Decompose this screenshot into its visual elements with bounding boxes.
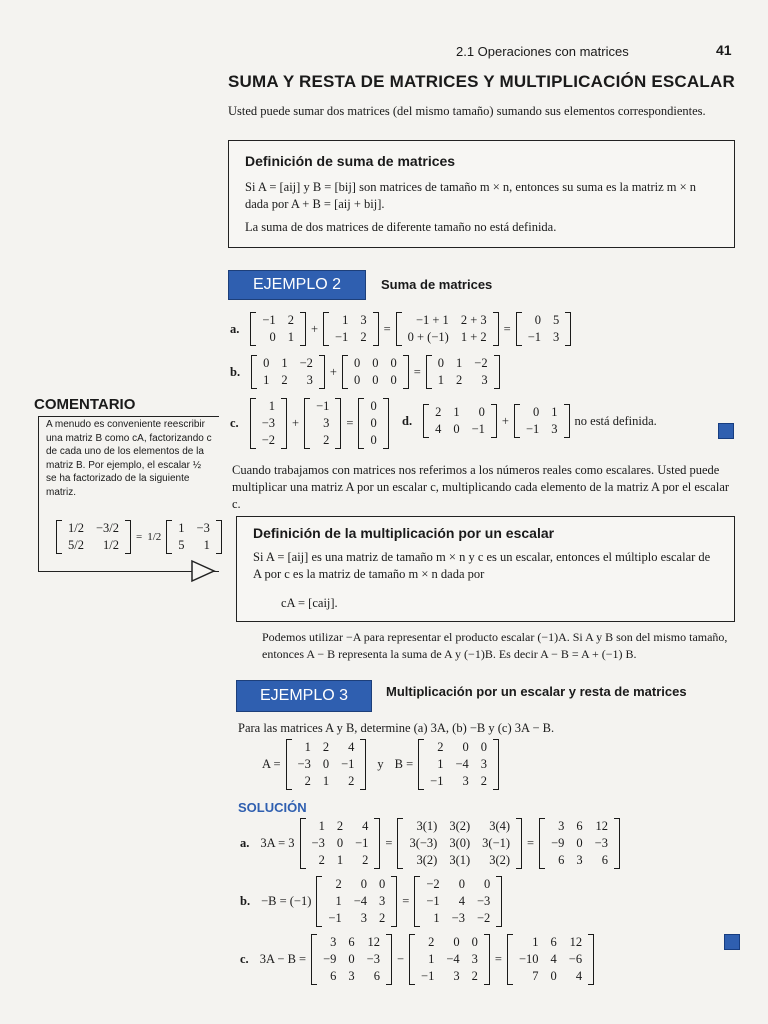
matrix-cell: −1 xyxy=(525,422,540,436)
matrix-cell: 0 xyxy=(348,952,355,966)
example3-prompt: Para las matrices A y B, determine (a) 3A, (b) −B y (c) 3A − B. xyxy=(238,721,555,735)
matrix-cell: 0 xyxy=(360,877,368,891)
matrix-cell: 5 xyxy=(553,313,560,327)
bracket-right xyxy=(383,398,389,449)
matrix-cell: −4 xyxy=(446,952,460,966)
matrix-cell: 0 xyxy=(550,969,557,983)
matrix-cell: −3 xyxy=(311,836,325,850)
matrix-cell: 0 xyxy=(458,877,465,891)
matrix-cell: −1 xyxy=(527,330,541,344)
definition-scalar-box xyxy=(236,516,735,622)
bracket-right xyxy=(403,355,409,389)
matrix-cell: 3 xyxy=(360,911,368,925)
matrix-cell: 0 xyxy=(533,405,540,419)
matrix-cell: 1 xyxy=(453,405,460,419)
matrix-cell: 4 xyxy=(362,819,369,833)
matrix-cell: −1 xyxy=(316,399,330,413)
matrix-cell: 0 xyxy=(471,935,478,949)
equals-sign: = xyxy=(494,952,502,966)
matrix-cell: 1 xyxy=(433,911,440,925)
bracket-right xyxy=(386,934,392,985)
bracket-right xyxy=(300,312,306,346)
matrix-cell: 0 xyxy=(370,433,377,447)
matrix-cell: 3 xyxy=(323,416,330,430)
matrix-cell: −2 xyxy=(261,433,275,447)
matrix-cell: −2 xyxy=(476,911,491,925)
bracket-right xyxy=(564,404,570,438)
matrix xyxy=(414,876,502,927)
matrix-cell: −3 xyxy=(366,952,380,966)
matrix xyxy=(409,934,490,985)
minus-sign: − xyxy=(396,952,405,966)
matrix-cell: 3(4) xyxy=(489,819,511,833)
matrix-cell: 0 xyxy=(370,399,377,413)
running-header: 2.1 Operaciones con matrices xyxy=(456,44,629,59)
matrix-cell: 1 xyxy=(287,330,294,344)
matrix xyxy=(358,398,388,449)
matrix-cell: 0 xyxy=(336,836,344,850)
part-d-label: d. xyxy=(402,413,413,428)
matrix-cell: 2 xyxy=(437,740,444,754)
example3-part-b xyxy=(240,876,502,927)
matrix-cell: 3(−3) xyxy=(409,836,438,850)
matrix-cell: −3 xyxy=(476,894,491,908)
part-a-label: a. xyxy=(230,321,240,336)
matrix-cell: 3 xyxy=(551,422,558,436)
example3-banner: EJEMPLO 3 xyxy=(236,680,372,712)
matrix-cell: 4 xyxy=(575,969,583,983)
matrix-cell: 3(2) xyxy=(416,853,438,867)
matrix-cell: 6 xyxy=(373,969,380,983)
matrix-cell: 1 xyxy=(532,935,539,949)
matrix-cell: 3 xyxy=(553,330,560,344)
equals-sign: = xyxy=(346,416,354,430)
matrix-cell: −3/2 xyxy=(95,521,120,535)
matrix-cell: 2 xyxy=(379,911,386,925)
matrix-cell: −3 xyxy=(297,757,311,771)
matrix-cell: 1 xyxy=(342,313,349,327)
matrix-cell: 5 xyxy=(178,538,185,552)
matrix-cell: 0 xyxy=(484,877,491,891)
matrix-cell: 0 xyxy=(534,313,541,327)
example2-part-d xyxy=(402,404,657,438)
equals-sign: = xyxy=(413,364,421,379)
matrix-cell: −1 xyxy=(328,911,342,925)
matrix-cell: 1/2 xyxy=(103,538,120,552)
bracket-right xyxy=(493,312,499,346)
matrix-cell: −3 xyxy=(196,521,210,535)
matrix-cell: 0 xyxy=(269,330,276,344)
equals-sign: = xyxy=(527,836,535,850)
not-defined-note: no está definida. xyxy=(574,413,657,428)
matrix-cell: 3 xyxy=(360,313,367,327)
matrix-cell: 3 xyxy=(330,935,337,949)
example2-part-a xyxy=(230,312,571,346)
matrix-cell: −10 xyxy=(518,952,539,966)
matrix-cell: 1 xyxy=(322,774,330,788)
matrix-cell: 3 xyxy=(480,757,488,771)
matrix-cell: −1 xyxy=(421,969,435,983)
factor: 1/2 xyxy=(147,531,162,543)
matrix-cell: 1 xyxy=(437,757,444,771)
matrix-cell: 1 xyxy=(263,373,270,387)
matrix-cell: 2 xyxy=(287,313,294,327)
bracket-right xyxy=(516,818,522,869)
matrix-cell: −9 xyxy=(551,836,565,850)
matrix-cell: 2 xyxy=(323,433,330,447)
matrix-cell: 2 xyxy=(456,373,463,387)
matrix-cell: 12 xyxy=(367,935,380,949)
matrix-cell: 12 xyxy=(595,819,608,833)
example3-part-c xyxy=(240,934,594,985)
section-title: SUMA Y RESTA DE MATRICES Y MULTIPLICACIÓN ESCALAR xyxy=(228,72,735,91)
sidebar-example xyxy=(56,520,222,554)
bracket-right xyxy=(496,876,502,927)
matrix-cell: 7 xyxy=(532,969,539,983)
matrix-cell: 2 xyxy=(281,373,288,387)
matrix xyxy=(311,934,392,985)
matrix-cell: 0 xyxy=(353,373,361,387)
matrix-cell: 4 xyxy=(435,422,442,436)
matrix-cell: 6 xyxy=(601,853,608,867)
bracket-right xyxy=(614,818,620,869)
definition-scalar-title: Definición de la multiplicación por un escalar xyxy=(253,525,555,541)
sidebar-title: COMENTARIO xyxy=(34,396,136,413)
matrix-cell: −2 xyxy=(474,356,488,370)
bracket-right xyxy=(493,739,499,790)
plus-sign: + xyxy=(501,413,509,428)
equals-sign: = xyxy=(385,836,393,850)
matrix-cell: 1 xyxy=(456,356,463,370)
matrix-cell: 3 xyxy=(379,894,386,908)
matrix-cell: 0 xyxy=(379,877,386,891)
matrix xyxy=(426,355,500,389)
matrix-cell: 3 xyxy=(306,373,313,387)
matrix-cell: 6 xyxy=(348,935,355,949)
matrix xyxy=(342,355,409,389)
lhs: 3A − B = xyxy=(259,952,307,966)
matrix-cell: 3 xyxy=(471,952,478,966)
matrix xyxy=(166,520,222,554)
matrix-cell: 12 xyxy=(569,935,583,949)
matrix xyxy=(539,818,620,869)
matrix-cell: 1 xyxy=(281,356,288,370)
plus-sign: + xyxy=(310,321,318,336)
matrix-cell: 2 xyxy=(322,740,330,754)
matrix-a-label: A = xyxy=(262,757,281,771)
matrix-cell: 2 xyxy=(348,774,355,788)
example2-subtitle: Suma de matrices xyxy=(381,277,493,292)
matrix-cell: 1 xyxy=(336,853,344,867)
matrix xyxy=(316,876,397,927)
matrix xyxy=(507,934,594,985)
matrix-cell: −6 xyxy=(568,952,583,966)
matrix-cell: 0 xyxy=(453,935,460,949)
matrix-cell: −3 xyxy=(594,836,608,850)
matrix-cell: 3(1) xyxy=(416,819,438,833)
matrix xyxy=(250,398,287,449)
matrix-cell: 3(2) xyxy=(449,819,471,833)
matrix-cell: 6 xyxy=(550,935,557,949)
part-c-label: c. xyxy=(230,416,239,430)
bracket-right xyxy=(588,934,594,985)
matrix xyxy=(304,398,341,449)
plus-sign: + xyxy=(329,364,337,379)
matrix-a xyxy=(286,739,367,790)
matrix-cell: 3 xyxy=(453,969,460,983)
matrix-cell: 0 xyxy=(390,356,397,370)
example3-subtitle: Multiplicación por un escalar y resta de matrices xyxy=(386,684,687,699)
end-of-example-marker xyxy=(718,423,734,439)
sidebar-arrow-icon xyxy=(190,558,220,586)
matrix-cell: 0 xyxy=(322,757,330,771)
matrix-cell: −1 xyxy=(262,313,276,327)
bracket-right xyxy=(491,404,497,438)
equals-sign: = xyxy=(383,321,391,336)
matrix-cell: 0 xyxy=(353,356,361,370)
matrix-cell: 3(2) xyxy=(489,853,511,867)
matrix-cell: 3 xyxy=(576,853,583,867)
matrix-cell: 0 xyxy=(462,740,469,754)
matrix-cell: 2 xyxy=(336,819,344,833)
matrix-cell: 2 + 3 xyxy=(460,313,487,327)
matrix-cell: −1 xyxy=(355,836,369,850)
matrix-cell: 1 xyxy=(304,740,311,754)
part-c-label: c. xyxy=(240,952,249,966)
matrix-cell: −9 xyxy=(323,952,337,966)
matrix-cell: −1 + 1 xyxy=(415,313,449,327)
scalar-intro-paragraph: Cuando trabajamos con matrices nos referimos a los números reales como escalares. Usted puede multiplicar una matriz A por un escalar c, multiplicando cada elemento de la matriz A por el escalar c. xyxy=(232,463,730,511)
matrix-cell: 2 xyxy=(428,935,435,949)
lhs: 3A = 3 xyxy=(260,836,295,850)
definition-sum-note: La suma de dos matrices de diferente tamaño no está definida. xyxy=(245,220,557,234)
part-b-label: b. xyxy=(230,364,241,379)
matrix xyxy=(514,404,570,438)
lhs: −B = (−1) xyxy=(261,894,312,908)
bracket-right xyxy=(125,520,131,554)
matrix-cell: −1 xyxy=(335,330,349,344)
matrix-cell: 1 + 2 xyxy=(460,330,487,344)
matrix-cell: 6 xyxy=(558,853,565,867)
matrix-cell: 2 xyxy=(335,877,342,891)
matrix xyxy=(396,312,499,346)
matrix-cell: 2 xyxy=(362,853,369,867)
plus-sign: + xyxy=(292,416,300,430)
matrix-cell: 1 xyxy=(178,521,185,535)
matrix-cell: 0 xyxy=(437,356,445,370)
matrix-cell: 1 xyxy=(203,538,210,552)
matrix xyxy=(397,818,522,869)
matrix-cell: 2 xyxy=(360,330,367,344)
matrix-cell: 0 xyxy=(480,740,488,754)
matrix-cell: 1 xyxy=(428,952,435,966)
matrix-cell: 0 xyxy=(478,405,485,419)
example2-part-c xyxy=(230,398,389,449)
matrix xyxy=(250,312,306,346)
example3-matrices xyxy=(262,739,499,790)
matrix-cell: 3(−1) xyxy=(482,836,511,850)
matrix-cell: 1 xyxy=(268,399,275,413)
end-of-example-marker xyxy=(724,934,740,950)
part-b-label: b. xyxy=(240,894,251,908)
matrix-cell: −1 xyxy=(341,757,355,771)
bracket-right xyxy=(494,355,500,389)
matrix-cell: 2 xyxy=(318,853,325,867)
solution-heading: SOLUCIÓN xyxy=(238,800,307,815)
matrix xyxy=(251,355,325,389)
matrix-cell: −4 xyxy=(455,757,469,771)
bracket-right xyxy=(565,312,571,346)
matrix-cell: −1 xyxy=(430,774,444,788)
bracket-right xyxy=(391,876,397,927)
equals-sign: = xyxy=(136,531,143,543)
bracket-right xyxy=(360,739,366,790)
matrix-cell: 1 xyxy=(335,894,342,908)
matrix-cell: 0 + (−1) xyxy=(407,330,449,344)
matrix-cell: 0 xyxy=(372,373,379,387)
matrix-cell: −3 xyxy=(451,911,465,925)
definition-scalar-formula: cA = [caij]. xyxy=(281,596,338,610)
matrix-cell: 2 xyxy=(304,774,311,788)
intro-paragraph: Usted puede sumar dos matrices (del mismo tamaño) sumando sus elementos correspondientes. xyxy=(228,104,706,118)
matrix xyxy=(323,312,379,346)
matrix-cell: 2 xyxy=(435,405,442,419)
matrix-cell: 1/2 xyxy=(68,521,84,535)
matrix xyxy=(56,520,131,554)
matrix-cell: 0 xyxy=(372,356,379,370)
definition-sum-text: Si A = [aij] y B = [bij] son matrices de tamaño m × n, entonces su suma es la matriz m × n dada por A + B = [aij + bij]. xyxy=(245,180,697,211)
page-number: 41 xyxy=(716,42,732,58)
matrix-cell: −3 xyxy=(261,416,275,430)
matrix-cell: −2 xyxy=(426,877,440,891)
matrix-cell: 3 xyxy=(348,969,355,983)
matrix-cell: 0 xyxy=(576,836,583,850)
example2-banner: EJEMPLO 2 xyxy=(228,270,366,300)
matrix-cell: 3(0) xyxy=(449,836,471,850)
bracket-right xyxy=(319,355,325,389)
definition-sum-title: Definición de suma de matrices xyxy=(245,153,456,169)
definition-scalar-text: Si A = [aij] es una matriz de tamaño m × n y c es un escalar, entonces el múltiplo escalar de A por c es la matriz de tamaño m × n dada por xyxy=(253,550,711,581)
matrix-cell: 3 xyxy=(462,774,469,788)
matrix-cell: −4 xyxy=(353,894,368,908)
matrix-cell: 5/2 xyxy=(68,538,84,552)
example3-part-a xyxy=(240,818,620,869)
matrix xyxy=(423,404,497,438)
matrix-cell: 3(1) xyxy=(449,853,471,867)
matrix-cell: −1 xyxy=(426,894,440,908)
bracket-right xyxy=(216,520,222,554)
matrix-cell: 0 xyxy=(263,356,270,370)
matrix-cell: 2 xyxy=(471,969,478,983)
bracket-right xyxy=(374,818,380,869)
part-a-label: a. xyxy=(240,836,250,850)
matrix-cell: 3 xyxy=(558,819,565,833)
example2-part-b xyxy=(230,355,500,389)
conjunction: y xyxy=(377,757,384,771)
negation-paragraph: Podemos utilizar −A para representar el producto escalar (−1)A. Si A y B son del mismo tamaño, entonces A − B representa la suma de A y (−1)B. Es decir A − B = A + (−1) B. xyxy=(262,630,728,661)
bracket-right xyxy=(373,312,379,346)
definition-sum-box xyxy=(228,140,735,248)
equals-sign: = xyxy=(503,321,511,336)
matrix-cell: 0 xyxy=(453,422,460,436)
sidebar-text: A menudo es conveniente reescribir una matriz B como cA, factorizando c de cada uno de los elementos de la matriz B. Por ejemplo, el escalar ½ se ha factorizado de la siguiente matriz. xyxy=(46,419,212,498)
matrix-cell: 1 xyxy=(551,405,558,419)
matrix-cell: 2 xyxy=(480,774,488,788)
matrix xyxy=(516,312,572,346)
bracket-right xyxy=(484,934,490,985)
matrix-cell: 4 xyxy=(348,740,355,754)
matrix-b xyxy=(418,739,499,790)
matrix-cell: −2 xyxy=(299,356,313,370)
equals-sign: = xyxy=(402,894,410,908)
matrix xyxy=(300,818,381,869)
matrix-cell: 1 xyxy=(437,373,445,387)
matrix-cell: 0 xyxy=(370,416,377,430)
matrix-cell: 4 xyxy=(458,894,465,908)
matrix-cell: 6 xyxy=(576,819,583,833)
bracket-right xyxy=(281,398,287,449)
matrix-cell: 1 xyxy=(318,819,325,833)
bracket-right xyxy=(335,398,341,449)
matrix-cell: 3 xyxy=(481,373,488,387)
matrix-cell: 0 xyxy=(390,373,397,387)
matrix-cell: −1 xyxy=(471,422,485,436)
matrix-cell: 4 xyxy=(550,952,557,966)
matrix-cell: 6 xyxy=(330,969,337,983)
matrix-b-label: B = xyxy=(394,757,414,771)
